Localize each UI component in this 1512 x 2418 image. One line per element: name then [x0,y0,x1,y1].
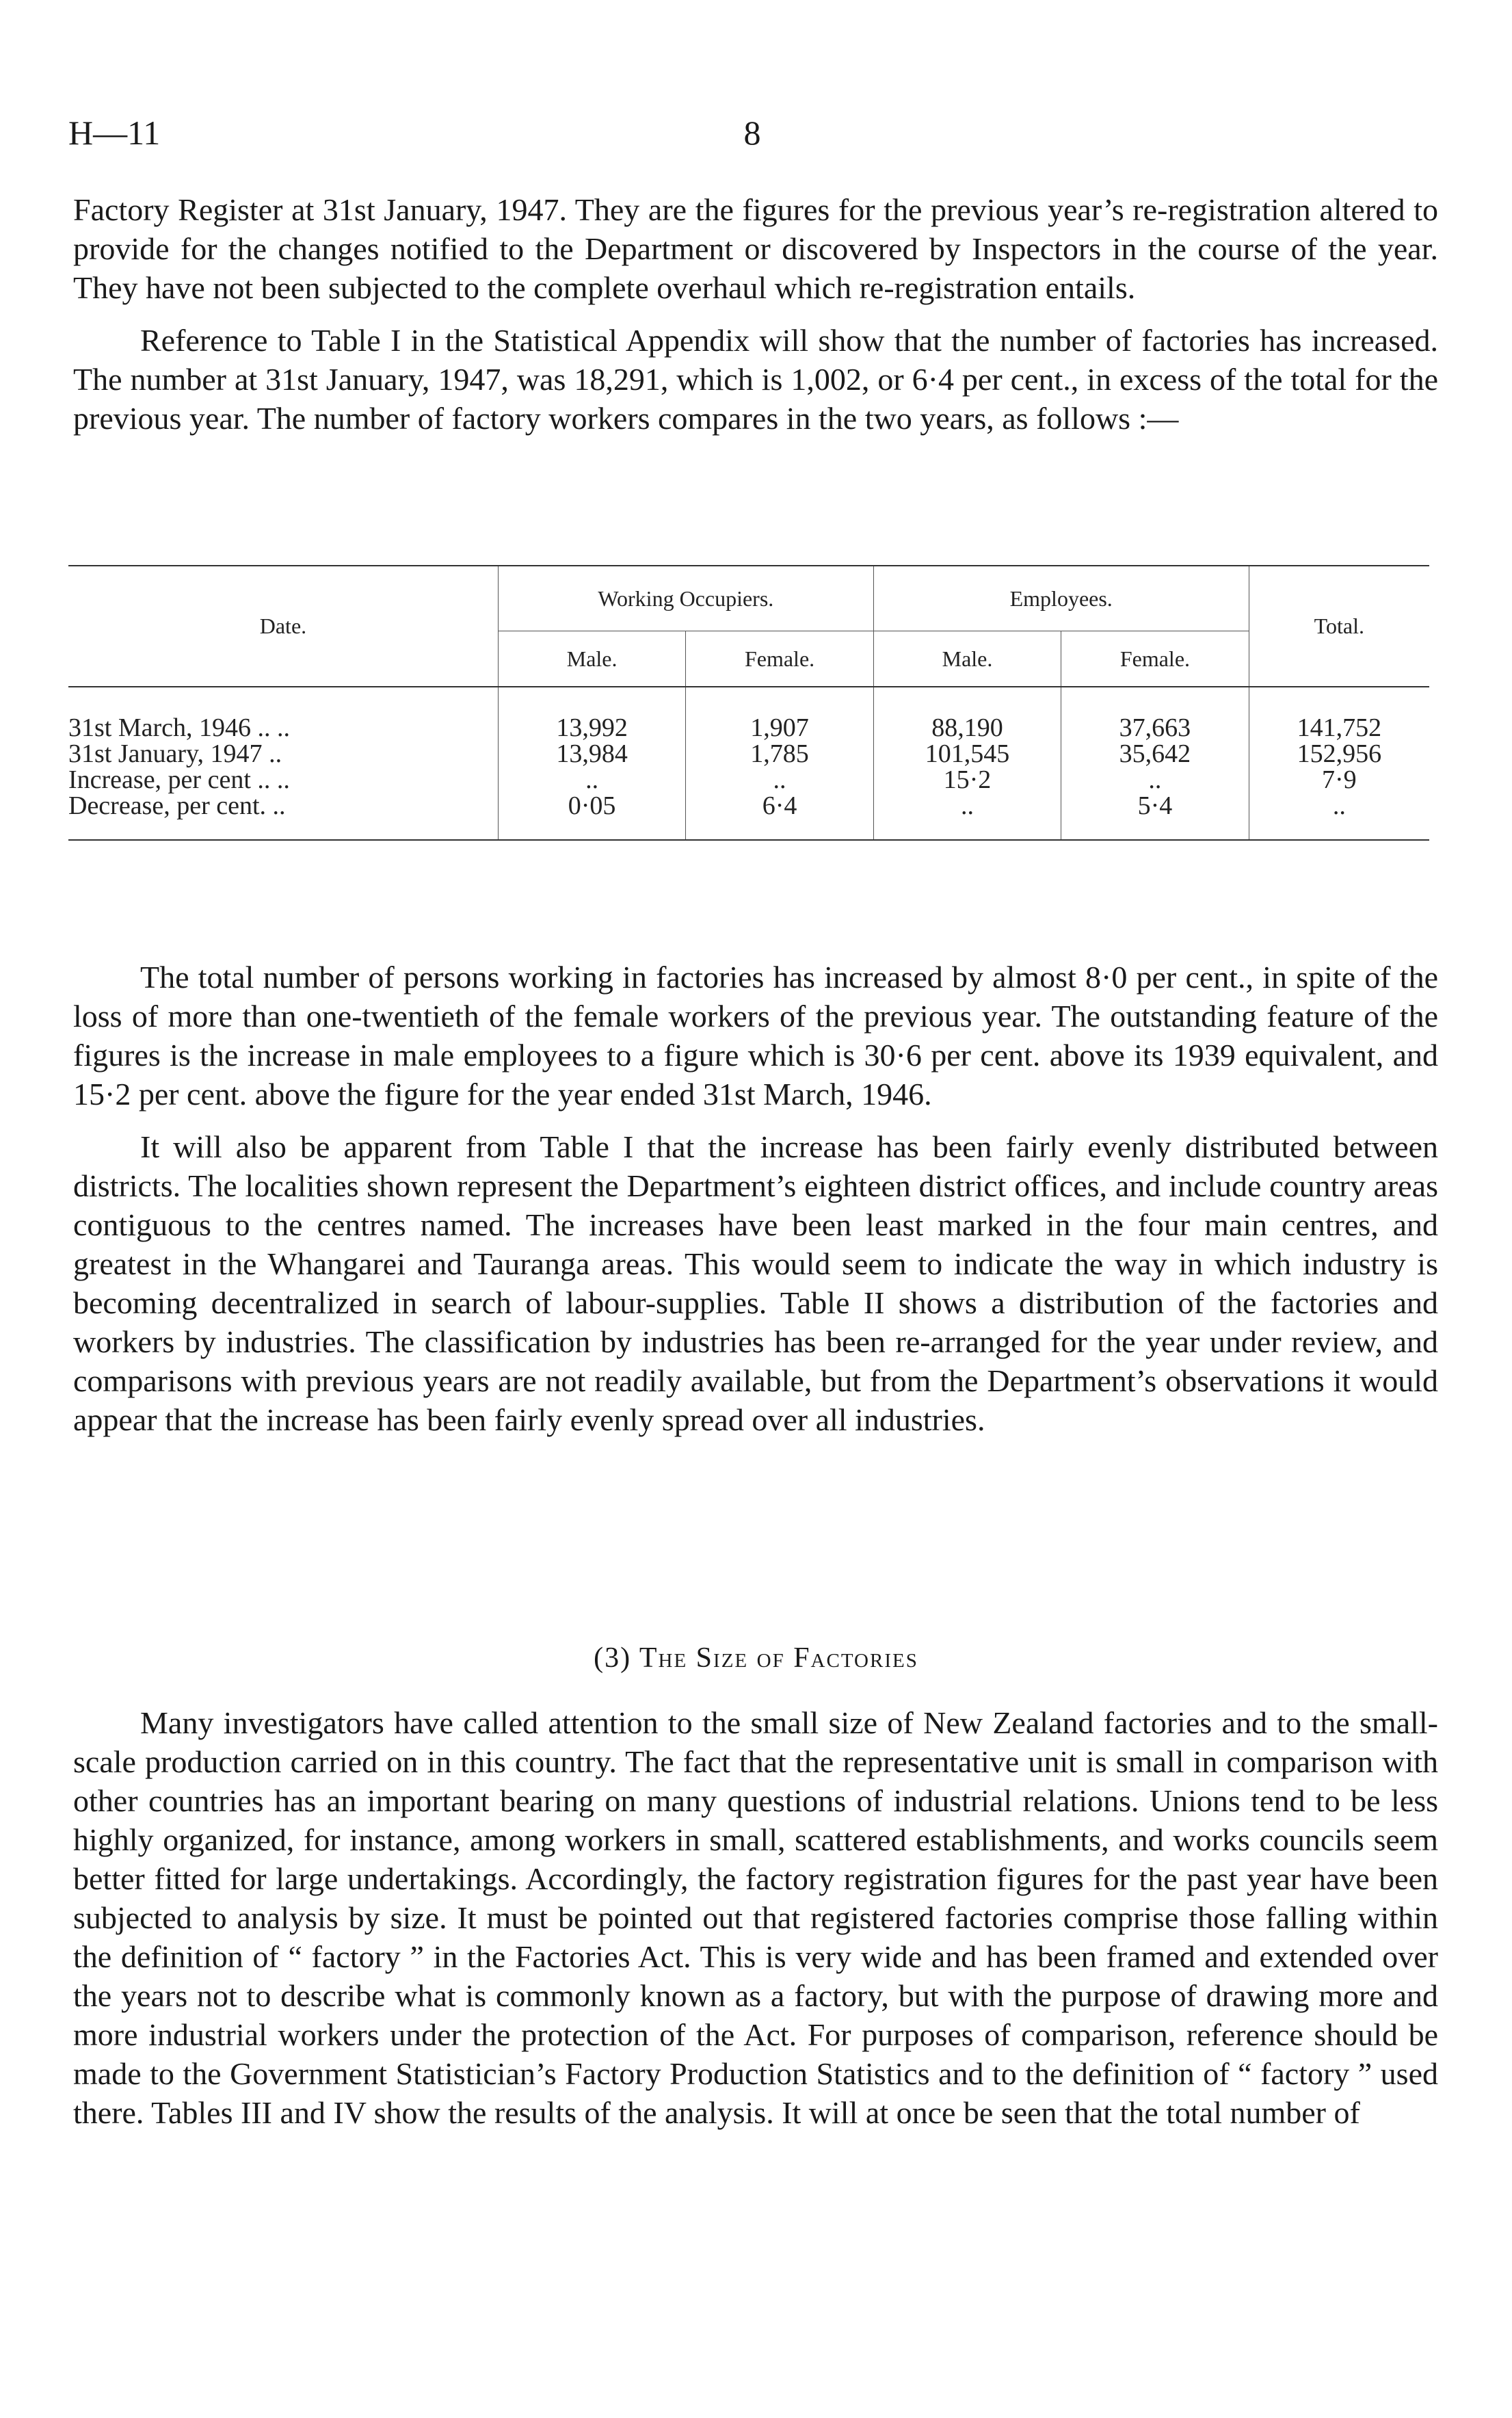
cell-emp-male: 88,190 [873,687,1061,741]
table-row [68,793,1429,840]
cell-emp-male: 15·2 [873,767,1061,793]
cell-wo-female: 1,785 [686,741,873,767]
row-label: 31st January, 1947 [68,739,263,768]
column-header-emp-male: Male. [873,631,1061,687]
middle-text [73,958,1438,1439]
factory-workers-table [68,565,1429,841]
cell-total: .. [1249,793,1429,840]
column-header-wo-female: Female. [686,631,873,687]
cell-emp-female: .. [1061,767,1249,793]
table-row [68,767,1429,793]
table-row [68,687,1429,741]
cell-wo-female: 6·4 [686,793,873,840]
row-label: Decrease, per cent. [68,791,267,820]
column-header-wo-male: Male. [498,631,685,687]
cell-wo-female: 1,907 [686,687,873,741]
column-header-date: Date. [259,614,307,638]
paragraph: It will also be apparent from Table I that the increase has been fairly evenly distributed between districts. The localities shown represent the Department’s eighteen district offices, and include country areas contiguous to the centres named. The increases have been least marked in the four main centres, and greatest in the Whangarei and Tauranga areas. This would seem to indicate the way in which industry is becoming decentralized in search of labour-supplies. Table II shows a distribution of the factories and workers by industries. The classification by industries has been re-arranged for the year under review, and comparisons with previous years are not readily available, but from the Department’s observations it would appear that the increase has been fairly evenly spread over all industries. [73,1129,1438,1437]
column-header-total: Total. [1249,566,1429,687]
cell-emp-female: 5·4 [1061,793,1249,840]
cell-wo-female: .. [686,767,873,793]
cell-emp-male: 101,545 [873,741,1061,767]
section-text [73,1703,1438,2132]
row-label: Increase, per cent [68,765,251,794]
column-header-working-occupiers: Working Occupiers. [498,566,873,631]
cell-wo-male: 0·05 [498,793,685,840]
cell-total: 152,956 [1249,741,1429,767]
row-leaders: .. [272,791,286,820]
cell-wo-male: .. [498,767,685,793]
cell-wo-male: 13,992 [498,687,685,741]
table-row [68,741,1429,767]
intro-text [73,190,1438,438]
row-leaders: .. [269,739,282,768]
column-header-employees: Employees. [873,566,1249,631]
page-header [0,113,1512,168]
row-leaders: .. .. [257,713,291,742]
paragraph: The total number of persons working in factories has increased by almost 8·0 per cent., in spite of the loss of more than one-twentieth of the female workers of the previous year. The outstanding feature of the figures is the increase in male employees to a figure which is 30·6 per cent. above its 1939 equivalent, and 15·2 per cent. above the figure for the year ended 31st March, 1946. [73,960,1438,1112]
cell-emp-male: .. [873,793,1061,840]
column-header-emp-female: Female. [1061,631,1249,687]
cell-emp-female: 35,642 [1061,741,1249,767]
cell-wo-male: 13,984 [498,741,685,767]
cell-emp-female: 37,663 [1061,687,1249,741]
paragraph: Factory Register at 31st January, 1947. They are the figures for the previous year’s re-registration altered to provide for the changes notified to the Department or discovered by Inspectors in the course of the year. They have not been subjected to the complete overhaul which re-registration entails. [73,192,1438,305]
row-leaders: .. .. [257,765,290,794]
cell-total: 7·9 [1249,767,1429,793]
document-reference: H—11 [68,114,161,152]
paragraph: Reference to Table I in the Statistical Appendix will show that the number of factories has increased. The number at 31st January, 1947, was 18,291, which is 1,002, or 6·4 per cent., in excess of the total for the previous year. The number of factory workers compares in the two years, as follows :— [73,323,1438,436]
section-heading: (3) The Size of Factories [594,1642,918,1674]
page-number: 8 [743,114,761,152]
paragraph: Many investigators have called attention to the small size of New Zealand factories and to the small-scale production carried on in this country. The fact that the representative unit is small in comparison with other countries has an important bearing on many questions of industrial relations. Unions tend to be less highly organized, for instance, among workers in small, scattered establishments, and works councils seem better fitted for large undertakings. Accordingly, the factory registration figures for the past year have been subjected to analysis by size. It must be pointed out that registered factories comprise those falling within the definition of “ factory ” in the Factories Act. This is very wide and has been framed and extended over the years not to describe what is commonly known as a factory, but with the purpose of drawing more and more industrial workers under the protection of the Act. For purposes of comparison, reference should be made to the Government Statistician’s Factory Production Statistics and to the definition of “ factory ” used there. Tables III and IV show the results of the analysis. It will at once be seen that the total number of [73,1705,1438,2130]
row-label: 31st March, 1946 [68,713,252,742]
cell-total: 141,752 [1249,687,1429,741]
